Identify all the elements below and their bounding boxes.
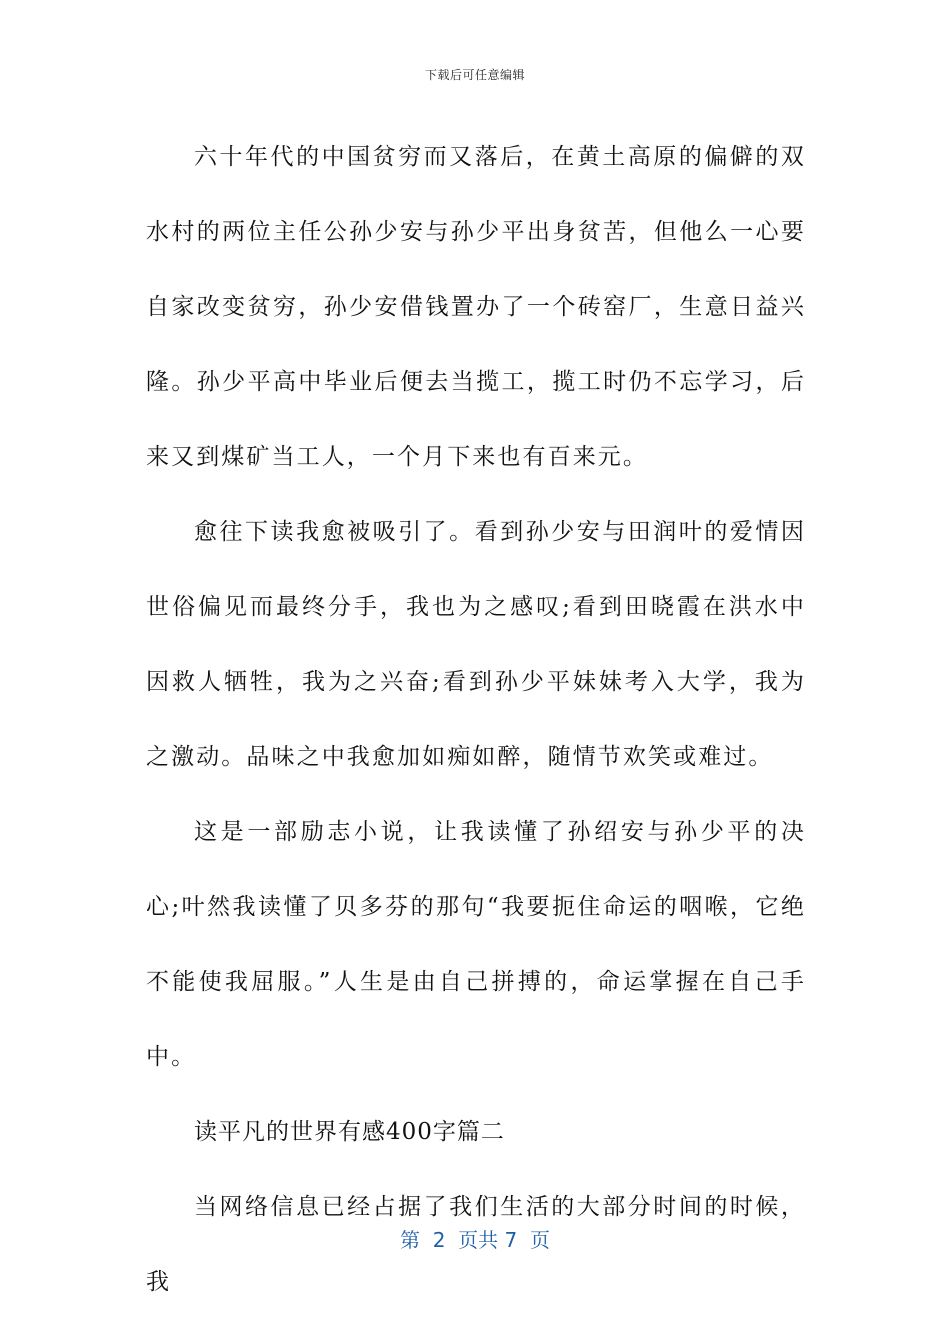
document-body	[146, 120, 806, 1320]
section-title: 读平凡的世界有感400字篇二	[194, 1119, 505, 1145]
paragraph-3: 这是一部励志小说，让我读懂了孙绍安与孙少平的决心;叶然我读懂了贝多芬的那句“我要扼住命运的咽喉，它绝不能使我屈服。”人生是由自己拼搏的，命运掌握在自己手中。	[146, 819, 806, 1070]
page-header: 下载后可任意编辑	[424, 68, 525, 82]
paragraph-2: 愈往下读我愈被吸引了。看到孙少安与田润叶的爱情因世俗偏见而最终分手，我也为之感叹;看到田晓霞在洪水中因救人牺牲，我为之兴奋;看到孙少平妹妹考入大学，我为之激动。品味之中我愈加如痴如醉，随情节欢笑或难过。	[146, 519, 806, 770]
page-number-footer: 第 2 页共 7 页	[400, 1228, 550, 1252]
paragraph-4: 当网络信息已经占据了我们生活的大部分时间的时候，我	[146, 1194, 806, 1295]
paragraph-1: 六十年代的中国贫穷而又落后，在黄土高原的偏僻的双水村的两位主任公孙少安与孙少平出身贫苦，但他么一心要自家改变贫穷，孙少安借钱置办了一个砖窑厂，生意日益兴隆。孙少平高中毕业后便去当揽工，揽工时仍不忘学习，后来又到煤矿当工人，一个月下来也有百来元。	[146, 144, 806, 470]
